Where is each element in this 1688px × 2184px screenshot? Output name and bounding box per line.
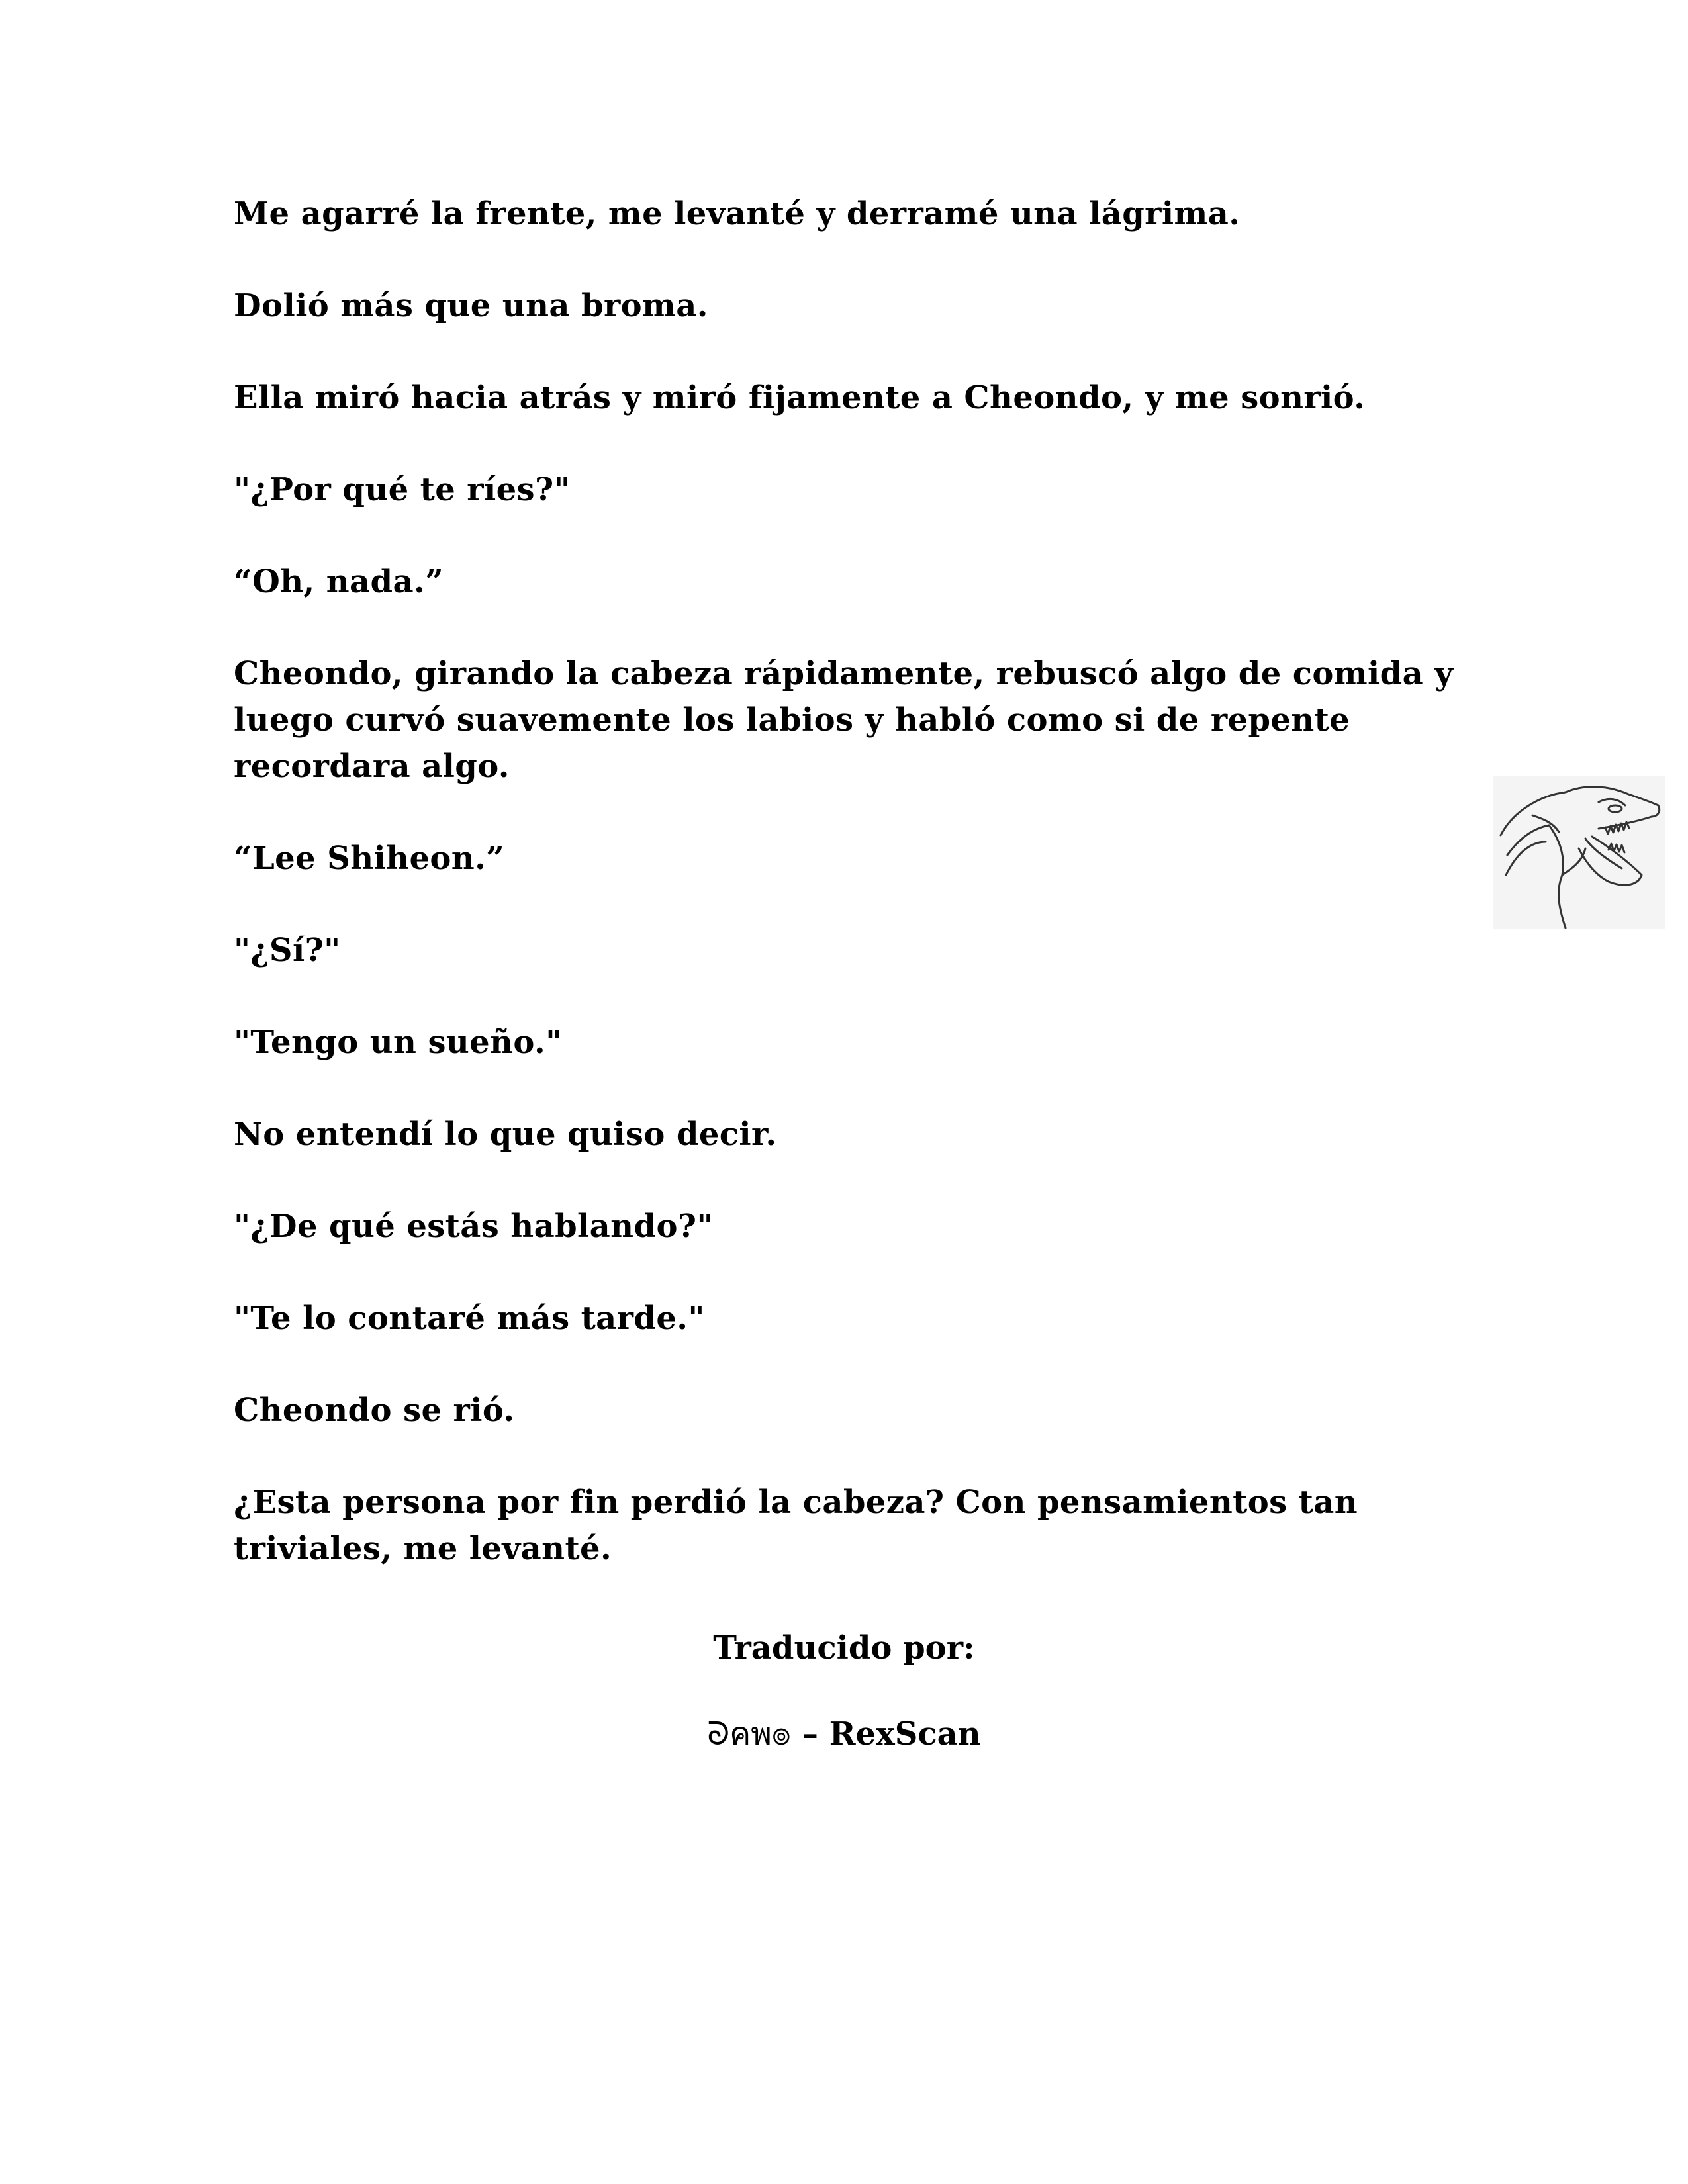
- paragraph: ¿Esta persona por fin perdió la cabeza? Con pensamientos tan triviales, me levanté.: [234, 1484, 1358, 1567]
- translator-name: ᘐคพ๏: [707, 1715, 792, 1752]
- paragraph: "¿De qué estás hablando?": [234, 1208, 714, 1245]
- paragraph: Me agarré la frente, me levanté y derramé una lágrima.: [234, 195, 1241, 232]
- credits-separator: –: [791, 1715, 829, 1752]
- paragraph: "¿Sí?": [234, 932, 341, 969]
- group-name: RexScan: [829, 1715, 981, 1752]
- paragraph: Cheondo, girando la cabeza rápidamente, rebuscó algo de comida y luego curvó suavemente los labios y habló como si de repente recordara algo.: [234, 655, 1454, 785]
- credits-title: Traducido por:: [713, 1629, 975, 1666]
- paragraph: Dolió más que una broma.: [234, 287, 708, 324]
- paragraph: “Oh, nada.”: [234, 563, 444, 600]
- credits-line: [0, 1711, 1688, 1757]
- body-text: [234, 191, 1478, 1572]
- paragraph: Ella miró hacia atrás y miró fijamente a Cheondo, y me sonrió.: [234, 379, 1366, 416]
- paragraph: No entendí lo que quiso decir.: [234, 1116, 777, 1153]
- paragraph: "¿Por qué te ríes?": [234, 471, 571, 508]
- paragraph: "Tengo un sueño.": [234, 1024, 563, 1061]
- paragraph: “Lee Shiheon.”: [234, 840, 505, 877]
- dinosaur-head-icon: [1493, 776, 1665, 929]
- paragraph: "Te lo contaré más tarde.": [234, 1300, 705, 1337]
- paragraph: Cheondo se rió.: [234, 1392, 515, 1429]
